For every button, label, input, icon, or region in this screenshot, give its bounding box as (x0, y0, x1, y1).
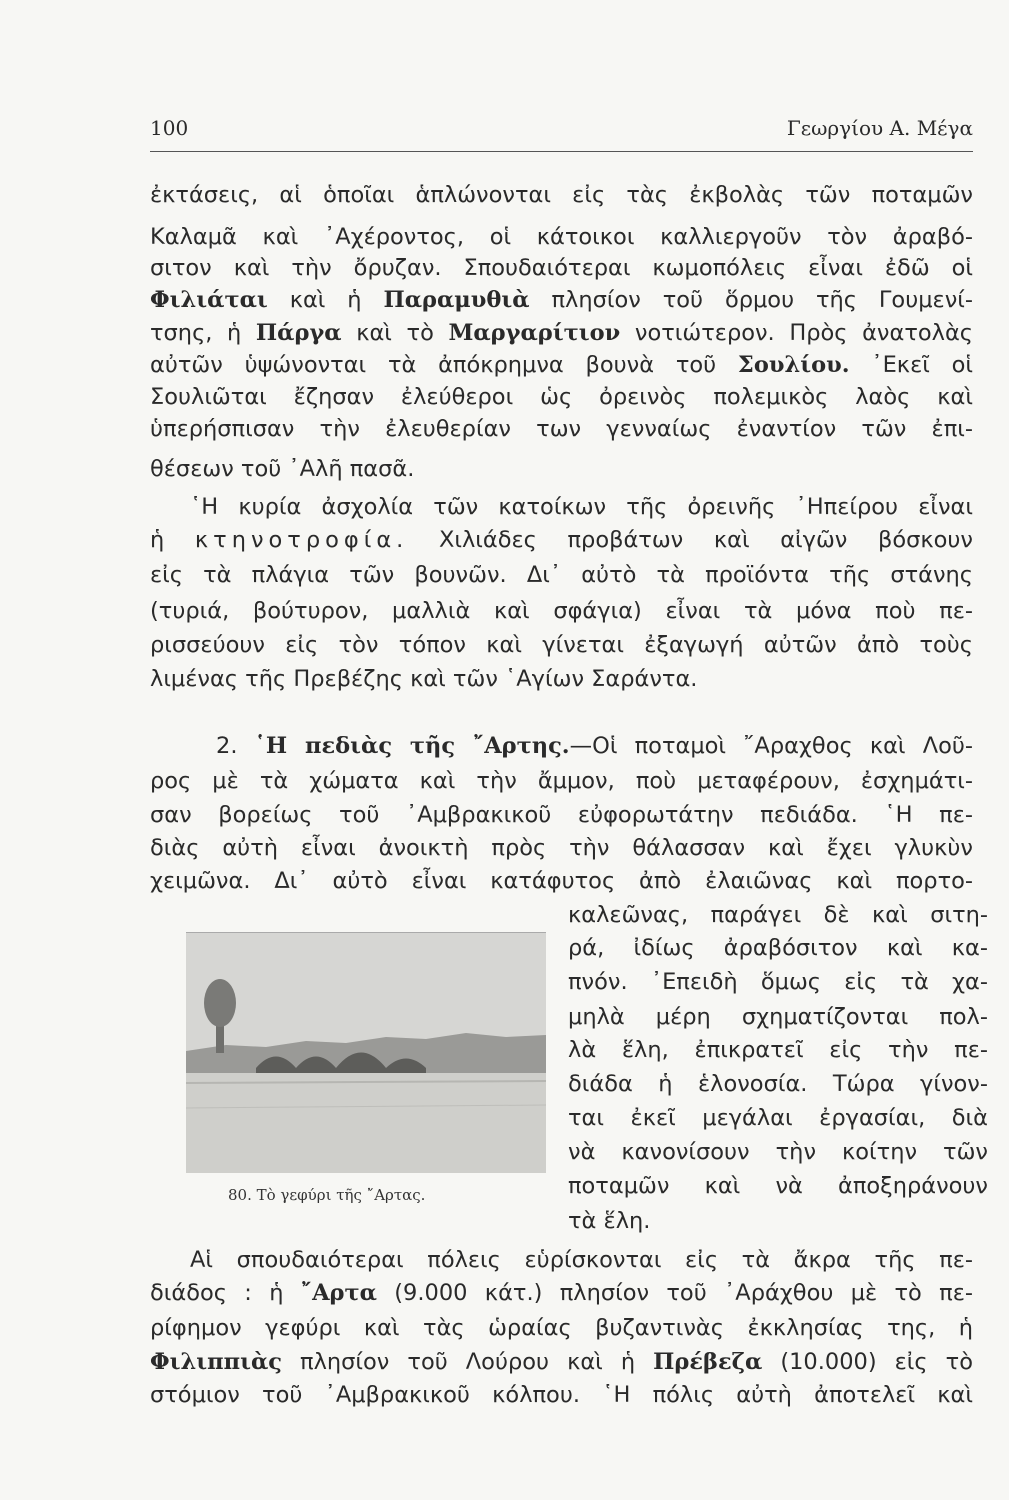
text-line: μηλὰ μέρη σχηματίζονται πολ- (568, 1004, 988, 1030)
text-line: σιτον καὶ τὴν ὄρυζαν. Σπουδαιότεραι κωμοπόλεις εἶναι ἐδῶ οἱ (150, 255, 973, 281)
place-parga: Πάργα (255, 320, 342, 346)
text-line: νὰ κανονίσουν τὴν κοίτην τῶν (568, 1139, 988, 1165)
text-line: σαν βορείως τοῦ ᾿Αμβρακικοῦ εὐφορωτάτην πεδιάδα. ῾Η πε- (150, 802, 973, 828)
text-line: (τυριά, βούτυρον, μαλλιὰ καὶ σφάγια) εἶναι τὰ μόνα ποὺ πε- (150, 598, 973, 624)
running-head: Γεωργίου Α. Μέγα (786, 116, 973, 140)
text-line: ται ἐκεῖ μεγάλαι ἐργασίαι, διὰ (568, 1105, 988, 1131)
place-arta: ῎Αρτα (300, 1280, 377, 1306)
bridge-photo (186, 932, 546, 1173)
text-line: ρος μὲ τὰ χώματα καὶ τὴν ἄμμον, ποὺ μεταφέρουν, ἐσχημάτι- (150, 768, 973, 794)
text-line: τσης, ἡ Πάργα καὶ τὸ Μαργαρίτιον νοτιώτερον. Πρὸς ἀνατολὰς (150, 320, 973, 346)
text-line: πνόν. ᾿Επειδὴ ὅμως εἰς τὰ χα- (568, 969, 988, 995)
text-line: διάδος : ἡ ῎Αρτα (9.000 κάτ.) πλησίον τοῦ ᾿Αράχθου μὲ τὸ πε- (150, 1280, 973, 1306)
text-line: Καλαμᾶ καὶ ᾿Αχέροντος, οἱ κάτοικοι καλλιεργοῦν τὸν ἀραβό- (150, 224, 973, 250)
header-rule (150, 151, 973, 152)
text-line: ὑπερήσπισαν τὴν ἐλευθερίαν των γενναίως ἐναντίον τῶν ἐπι- (150, 416, 973, 442)
text-line: διὰς αὐτὴ εἶναι ἀνοικτὴ πρὸς τὴν θάλασσαν καὶ ἔχει γλυκὺν (150, 835, 973, 861)
place-filiates: Φιλιάται (150, 287, 268, 313)
text-line: Φιλιππιὰς πλησίον τοῦ Λούρου καὶ ἡ Πρέβεζα (10.000) εἰς τὸ (150, 1349, 973, 1375)
text-line: χειμῶνα. Δι᾿ αὐτὸ εἶναι κατάφυτος ἀπὸ ἐλαιῶνας καὶ πορτο- (150, 868, 973, 894)
text-line: στόμιον τοῦ ᾿Αμβρακικοῦ κόλπου. ῾Η πόλις αὐτὴ ἀποτελεῖ καὶ (150, 1382, 973, 1408)
text-line: ρίφημον γεφύρι καὶ τὰς ὡραίας βυζαντινὰς ἐκκλησίας της, ἡ (150, 1315, 973, 1341)
text-line: Αἱ σπουδαιότεραι πόλεις εὑρίσκονται εἰς τὰ ἄκρα τῆς πε- (190, 1247, 973, 1273)
text-line: ποταμῶν καὶ νὰ ἀποξηράνουν (568, 1173, 988, 1199)
text-line: Σουλιῶται ἔζησαν ἐλεύθεροι ὡς ὀρεινὸς πολεμικὸς λαὸς καὶ (150, 384, 973, 410)
text-line: ἡ κτηνοτροφία. Χιλιάδες προβάτων καὶ αἰγῶν βόσκουν (150, 527, 973, 553)
place-margaritio: Μαργαρίτιον (448, 320, 621, 346)
text-line: καλεῶνας, παράγει δὲ καὶ σιτη- (568, 902, 988, 928)
text-line: θέσεων τοῦ ᾿Αλῆ πασᾶ. (150, 456, 415, 482)
place-souli: Σουλίου. (737, 352, 850, 378)
text-line: λὰ ἕλη, ἐπικρατεῖ εἰς τὴν πε- (568, 1037, 988, 1063)
emphasis-ktinotrofia: κτηνοτροφία. (194, 527, 409, 553)
figure-caption: 80. Τὸ γεφύρι τῆς ῎Αρτας. (228, 1186, 426, 1204)
text-line: ρά, ἰδίως ἀραβόσιτον καὶ κα- (568, 935, 988, 961)
place-filippias: Φιλιππιὰς (150, 1349, 282, 1375)
text-line: αὐτῶν ὑψώνονται τὰ ἀπόκρημνα βουνὰ τοῦ Σουλίου. ᾿Εκεῖ οἱ (150, 352, 973, 378)
text-line: τὰ ἕλη. (568, 1208, 651, 1234)
section-heading-line: 2. ῾Η πεδιὰς τῆς ῎Αρτης.—Οἱ ποταμοὶ ῎Αραχθος καὶ Λοῦ- (216, 733, 973, 759)
text-line: διάδα ἡ ἑλονοσία. Τώρα γίνον- (568, 1071, 988, 1097)
text-line: Φιλιάται καὶ ἡ Παραμυθιὰ πλησίον τοῦ ὅρμου τῆς Γουμενί- (150, 287, 973, 313)
place-paramythia: Παραμυθιὰ (383, 287, 530, 313)
text-line: εἰς τὰ πλάγια τῶν βουνῶν. Δι᾿ αὐτὸ τὰ προϊόντα τῆς στάνης (150, 562, 973, 588)
bridge-of-arta-image (186, 933, 546, 1173)
text-line: λιμένας τῆς Πρεβέζης καὶ τῶν ῾Αγίων Σαράντα. (150, 666, 698, 692)
place-preveza: Πρέβεζα (653, 1349, 763, 1375)
section-title: ῾Η πεδιὰς τῆς ῎Αρτης. (254, 733, 570, 759)
page-number: 100 (150, 116, 189, 140)
text-line: ρισσεύουν εἰς τὸν τόπον καὶ γίνεται ἐξαγωγή αὐτῶν ἀπὸ τοὺς (150, 632, 973, 658)
text-line: ἐκτάσεις, αἱ ὁποῖαι ἁπλώνονται εἰς τὰς ἐκβολὰς τῶν ποταμῶν (150, 182, 973, 208)
text-line: ῾Η κυρία ἀσχολία τῶν κατοίκων τῆς ὀρεινῆς ᾿Ηπείρου εἶναι (190, 494, 973, 520)
page-header (150, 112, 973, 152)
